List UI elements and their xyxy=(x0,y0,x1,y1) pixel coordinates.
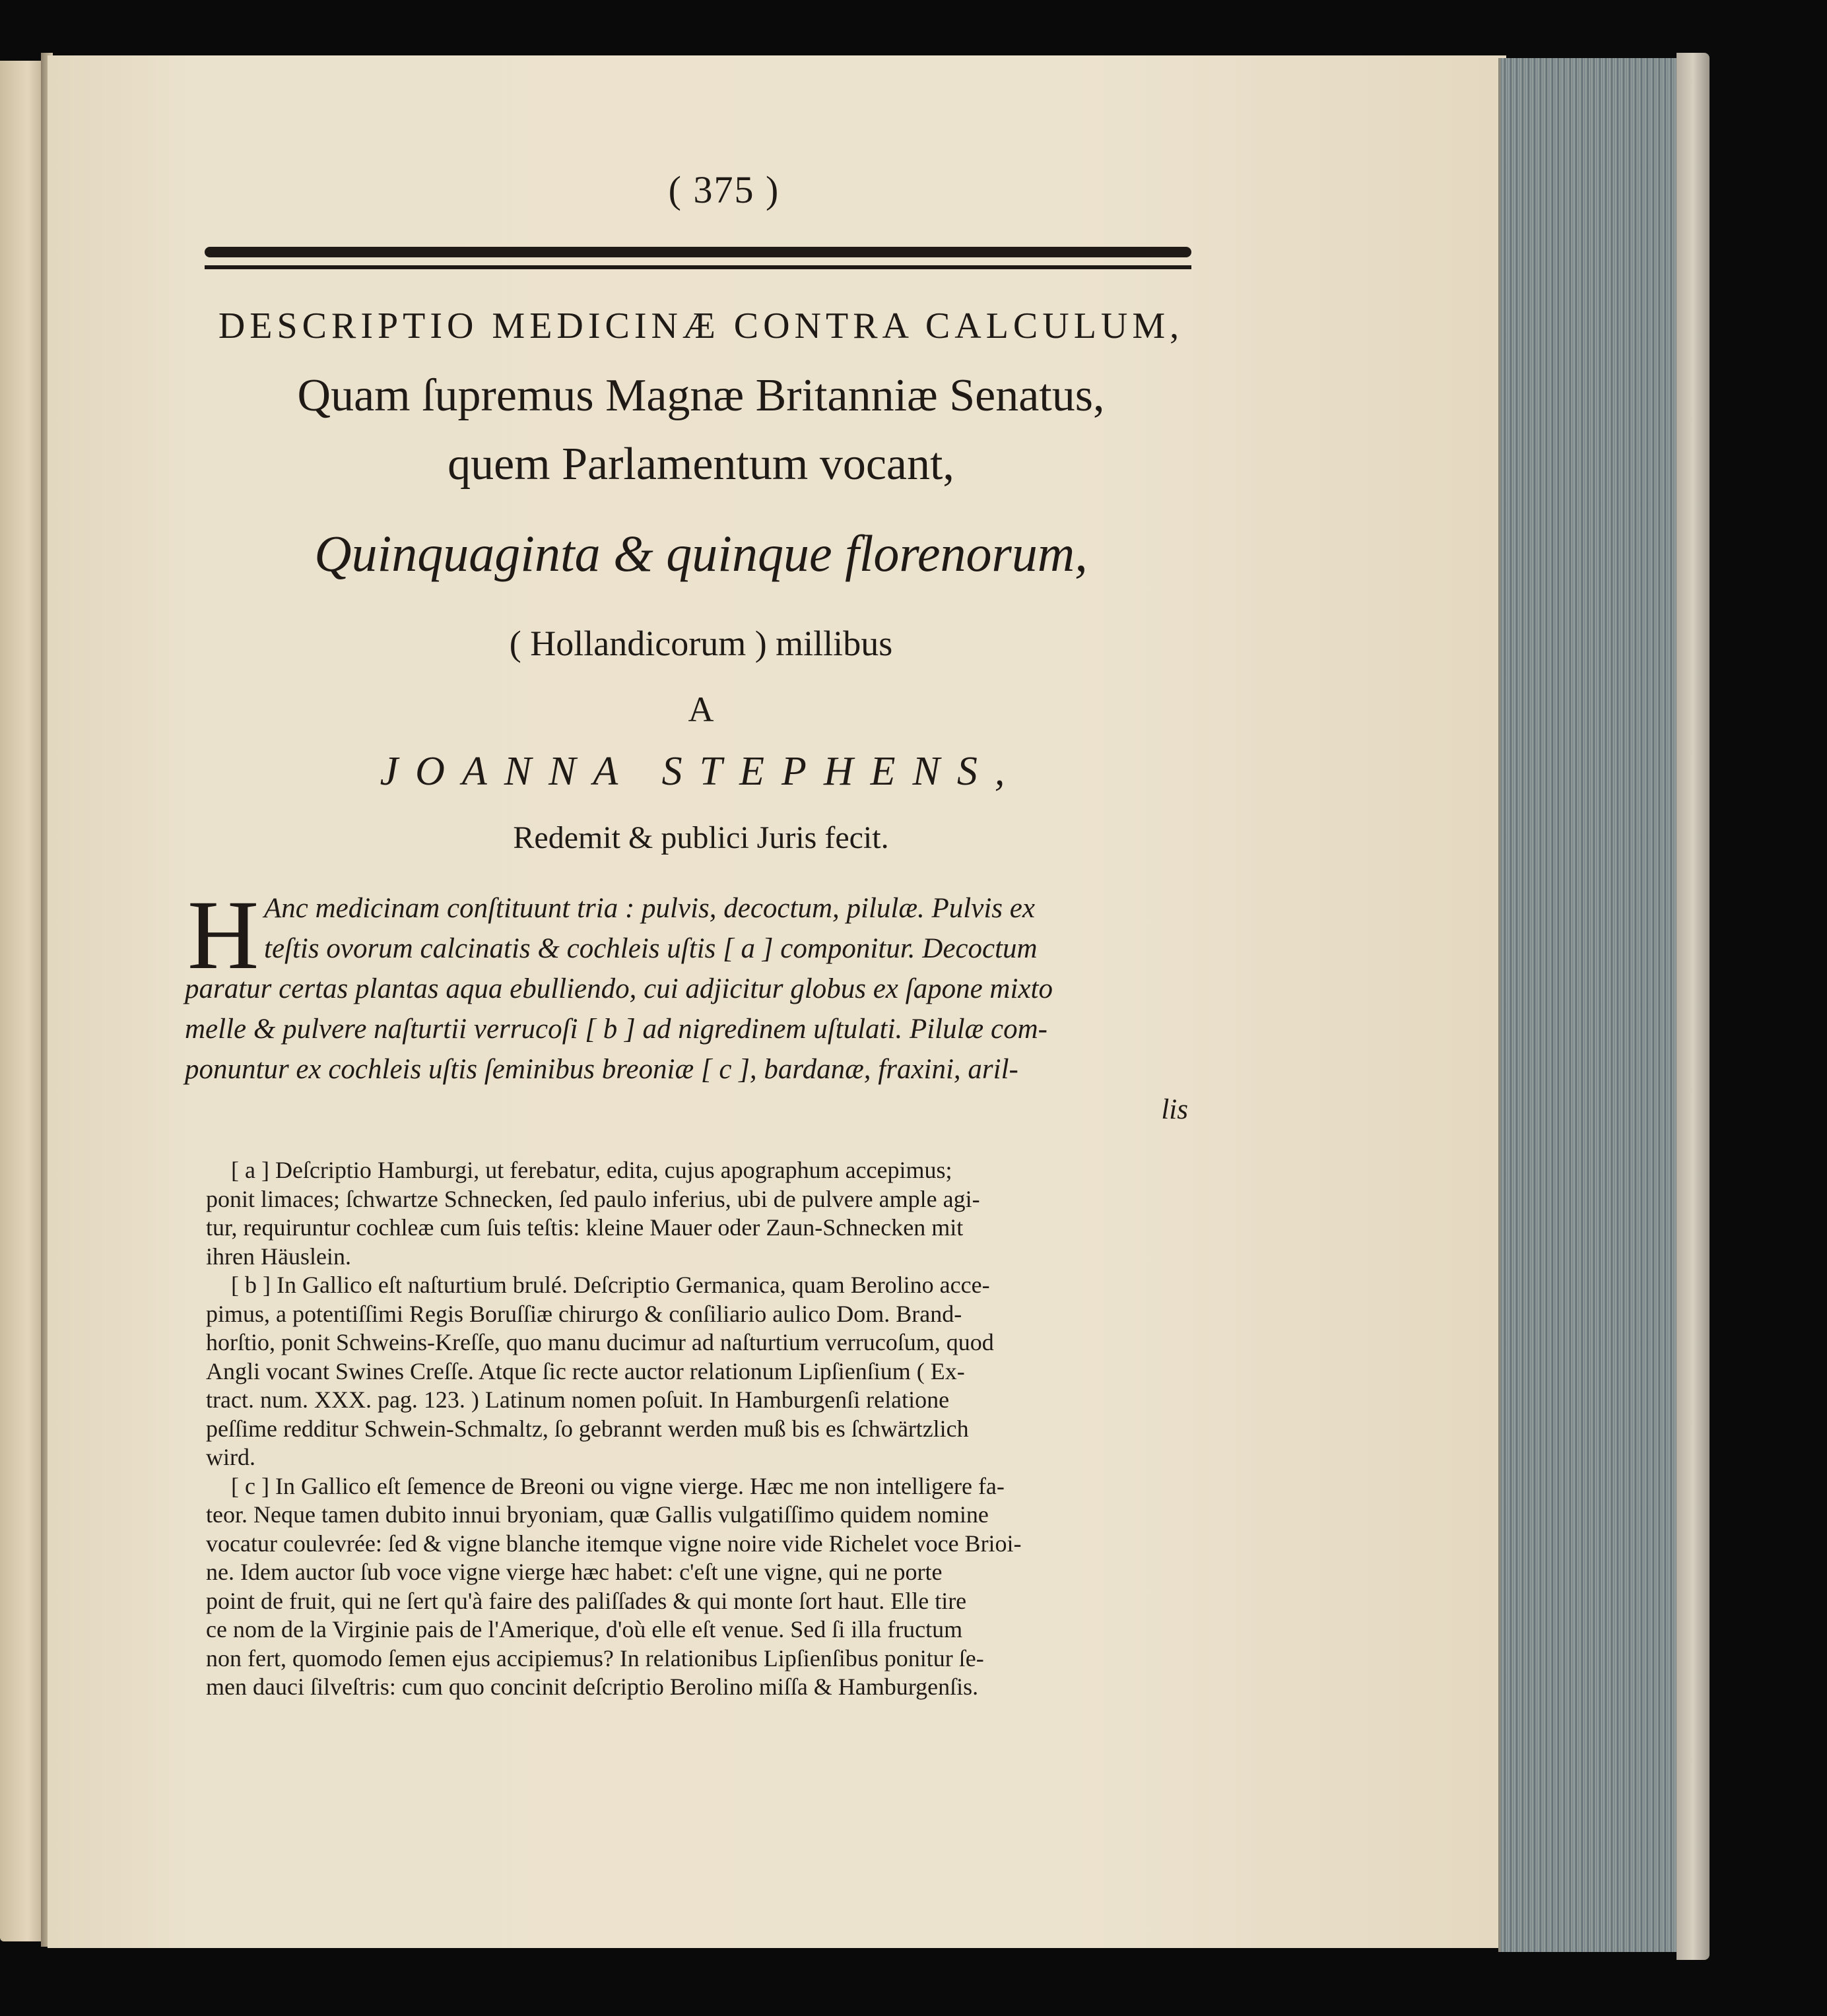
footnote-line: ponit limaces; ſchwartze Schnecken, ſed paulo inferius, ubi de pulvere ample agi- xyxy=(206,1185,980,1212)
footnote-line: peſſime redditur Schwein-Schmaltz, ſo gebrannt werden muß bis es ſchwärtzlich xyxy=(206,1415,969,1442)
author-name: JOANNA STEPHENS, xyxy=(380,749,1022,794)
catchword: lis xyxy=(1161,1094,1188,1125)
page-block-fore-edge xyxy=(1498,58,1692,1952)
page-number: ( 375 ) xyxy=(668,168,780,211)
header-rule-thin xyxy=(205,265,1191,269)
footnote-line: [ a ] Deſcriptio Hamburgi, ut ferebatur, edita, cujus apographum accepimus; xyxy=(231,1157,952,1183)
footnote-line: tur, requiruntur cochleæ cum ſuis teſtis: kleine Mauer oder Zaun-Schnecken mit xyxy=(206,1214,964,1241)
footnote-line: ihren Häuslein. xyxy=(206,1243,351,1270)
page-content xyxy=(48,55,1506,1948)
footnote-line: non fert, quomodo ſemen ejus accipiemus? In relationibus Lipſienſibus ponitur ſe- xyxy=(206,1644,984,1672)
body-line: Anc medicinam conſtituunt tria : pulvis, decoctum, pilulæ. Pulvis ex xyxy=(264,893,1035,924)
letter-a: A xyxy=(688,690,714,729)
footnote-line: tract. num. XXX. pag. 123. ) Latinum nomen poſuit. In Hamburgenſi relatione xyxy=(206,1386,950,1413)
subtitle-line-1: Quam ſupremus Magnæ Britanniæ Senatus, xyxy=(297,370,1105,421)
footnotes xyxy=(206,1156,1189,1702)
footnote-line: [ c ] In Gallico eſt ſemence de Breoni ou vigne vierge. Hæc me non intelligere fa- xyxy=(231,1472,1005,1499)
book-cover-board xyxy=(1677,53,1710,1960)
subtitle-line-3: Quinquaginta & quinque florenorum, xyxy=(314,525,1088,582)
footnote-line: ne. Idem auctor ſub voce vigne vierge hæc habet: c'eſt une vigne, qui ne porte xyxy=(206,1559,943,1585)
title: DESCRIPTIO MEDICINÆ CONTRA CALCULUM, xyxy=(218,306,1184,346)
footnote-line: horſtio, ponit Schweins-Kreſſe, quo manu ducimur ad naſturtium verrucoſum, quod xyxy=(206,1329,994,1355)
drop-cap: H xyxy=(187,880,259,990)
body-paragraph xyxy=(185,880,1188,1130)
footnote-line: wird. xyxy=(206,1444,255,1470)
footnote-line: teor. Neque tamen dubito innui bryoniam, quæ Gallis vulgatiſſimo quidem nomine xyxy=(206,1501,989,1528)
subtitle-line-4: ( Hollandicorum ) millibus xyxy=(509,624,893,663)
header-rule-thick xyxy=(205,247,1191,257)
body-line: ponuntur ex cochleis uſtis ſeminibus breoniæ [ c ], bardanæ, fraxini, aril- xyxy=(185,1054,1018,1085)
footnote-line: point de fruit, qui ne ſert qu'à faire des paliſſades & qui monte ſort haut. Elle tire xyxy=(206,1587,967,1614)
book-page xyxy=(48,55,1506,1948)
body-line: melle & pulvere naſturtii verrucoſi [ b ] ad nigredinem uſtulati. Pilulæ com- xyxy=(185,1014,1047,1045)
facing-page-edge xyxy=(0,61,46,1941)
footnote-line: men dauci ſilveſtris: cum quo concinit deſcriptio Berolino miſſa & Hamburgenſis. xyxy=(206,1674,979,1700)
footnote-line: [ b ] In Gallico eſt naſturtium brulé. Deſcriptio Germanica, quam Berolino acce- xyxy=(231,1272,990,1298)
body-line: teſtis ovorum calcinatis & cochleis uſtis [ a ] componitur. Decoctum xyxy=(264,933,1038,964)
footnote-line: ce nom de la Virginie pais de l'Amerique, d'où elle eſt venue. Sed ſi illa fructum xyxy=(206,1616,963,1642)
body-line: paratur certas plantas aqua ebulliendo, cui adjicitur globus ex ſapone mixto xyxy=(185,973,1053,1004)
footnote-line: vocatur coulevrée: ſed & vigne blanche itemque vigne noire vide Richelet voce Brioi- xyxy=(206,1530,1022,1557)
footnote-line: pimus, a potentiſſimi Regis Boruſſiæ chirurgo & conſiliario aulico Dom. Brand- xyxy=(206,1300,962,1327)
footnote-line: Angli vocant Swines Creſſe. Atque ſic recte auctor relationum Lipſienſium ( Ex- xyxy=(206,1357,965,1384)
subtitle-line-2: quem Parlamentum vocant, xyxy=(448,439,954,490)
redemit-line: Redemit & publici Juris fecit. xyxy=(513,820,889,855)
